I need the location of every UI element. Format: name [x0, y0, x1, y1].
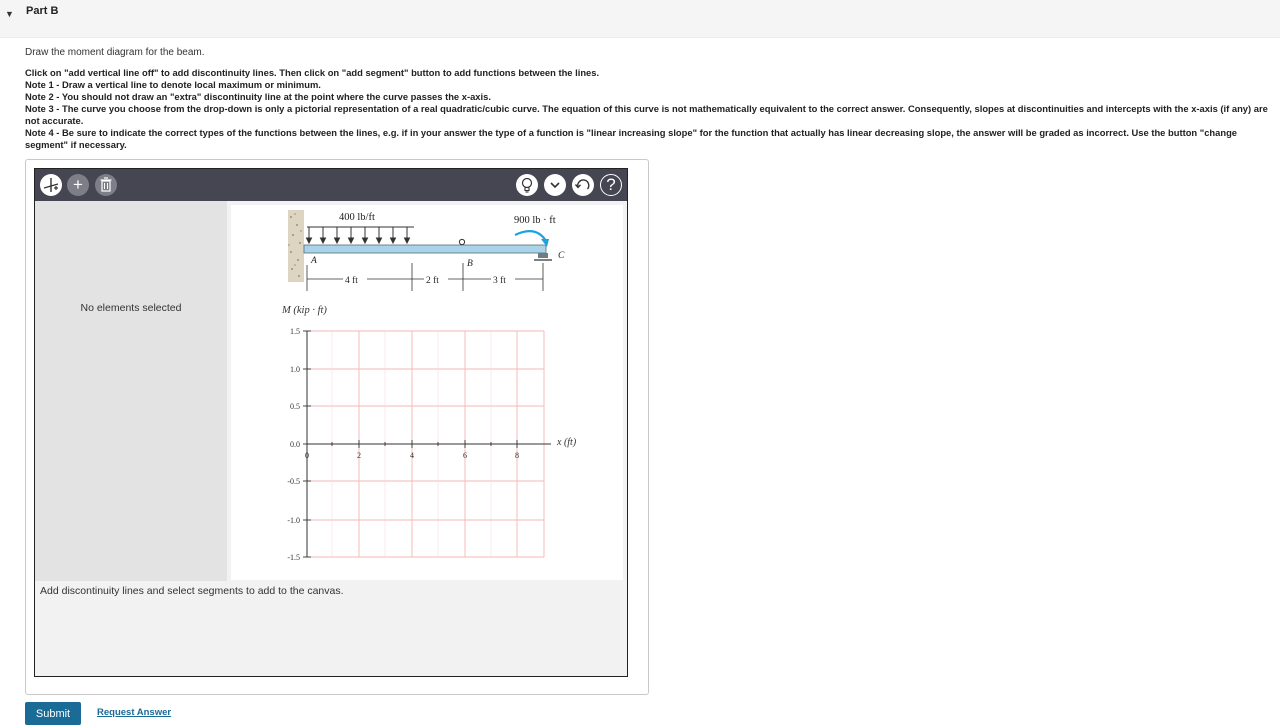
beam — [304, 245, 546, 253]
help-button[interactable]: ? — [600, 174, 622, 196]
instructions — [25, 67, 1277, 151]
canvas-status-text: Add discontinuity lines and select segments to add to the canvas. — [40, 585, 344, 597]
part-title: Part B — [26, 5, 59, 17]
distributed-load-label: 400 lb/ft — [339, 212, 375, 223]
lightbulb-icon — [516, 174, 538, 196]
support-c — [538, 253, 548, 258]
dim-2-label: 2 ft — [426, 276, 439, 286]
x-tick-label: 8 — [515, 451, 519, 460]
y-tick-label: 0.0 — [290, 440, 300, 449]
y-tick-label: 1.0 — [290, 365, 300, 374]
hint-button[interactable] — [516, 174, 538, 196]
point-a-label: A — [311, 256, 317, 266]
y-tick-label: 0.5 — [290, 402, 300, 411]
instruction-note-1: Note 1 - Draw a vertical line to denote local maximum or minimum. — [25, 79, 321, 90]
trash-icon — [95, 174, 117, 196]
point-c-label: C — [558, 251, 565, 261]
refresh-icon — [572, 174, 594, 196]
drawing-toolbar — [35, 169, 627, 201]
x-tick-label: 0 — [305, 451, 309, 460]
reset-button[interactable] — [572, 174, 594, 196]
drawing-tool — [34, 168, 628, 677]
part-header[interactable] — [0, 0, 1280, 38]
pin-b — [459, 239, 464, 244]
instruction-note-3: Note 3 - The curve you choose from the drop-down is only a pictorial representation of a real quadratic/cubic curve. The equation of this curve is not mathematically equivalent to the correct answer. Consequently, slopes at discontinuities and intercepts with the x-axis (if any) are not accurate. — [25, 103, 1268, 126]
properties-panel — [35, 201, 227, 581]
y-axis-label: M (kip · ft) — [282, 305, 327, 316]
chevron-down-icon — [544, 174, 566, 196]
delete-button[interactable] — [95, 174, 117, 196]
distributed-load-arrows — [307, 227, 410, 243]
x-tick-label: 2 — [357, 451, 361, 460]
dim-1-label: 4 ft — [345, 276, 358, 286]
y-tick-label: 1.5 — [290, 327, 300, 336]
y-tick-label: -0.5 — [287, 477, 300, 486]
y-tick-label: -1.0 — [287, 516, 300, 525]
x-tick-labels — [305, 451, 519, 460]
add-vertical-line-button[interactable] — [40, 174, 62, 196]
submit-button[interactable]: Submit — [25, 702, 81, 725]
moment-label: 900 lb · ft — [514, 215, 556, 226]
y-tick-label: -1.5 — [287, 553, 300, 562]
options-dropdown-button[interactable] — [544, 174, 566, 196]
instruction-note-4: Note 4 - Be sure to indicate the correct types of the functions between the lines, e.g. if in your answer the type of a function is "linear increasing slope" for the function that actually has linear decreasing slope, the answer will be graded as incorrect. Use the button "change segment" if necessary. — [25, 127, 1238, 150]
x-tick-label: 4 — [410, 451, 414, 460]
request-answer-link[interactable]: Request Answer — [97, 707, 172, 718]
add-segment-button[interactable]: + — [67, 174, 89, 196]
drawing-canvas[interactable] — [231, 205, 623, 580]
x-tick-label: 6 — [463, 451, 467, 460]
dim-3-label: 3 ft — [493, 276, 506, 286]
selection-status: No elements selected — [80, 302, 182, 314]
problem-prompt: Draw the moment diagram for the beam. — [25, 47, 205, 58]
moment-arrow — [515, 231, 546, 241]
collapse-caret-icon[interactable]: ▼ — [5, 9, 14, 19]
instruction-line: Click on "add vertical line off" to add discontinuity lines. Then click on "add segment" button to add functions between the lines. — [25, 67, 600, 78]
vertical-line-icon — [40, 174, 62, 196]
instruction-note-2: Note 2 - You should not draw an "extra" discontinuity line at the point where the curve passes the x-axis. — [25, 91, 491, 102]
x-axis-label: x (ft) — [557, 437, 577, 448]
beam-and-graph[interactable] — [231, 205, 623, 580]
point-b-label: B — [467, 259, 473, 269]
wall-support — [288, 210, 304, 282]
y-tick-labels — [287, 327, 300, 562]
